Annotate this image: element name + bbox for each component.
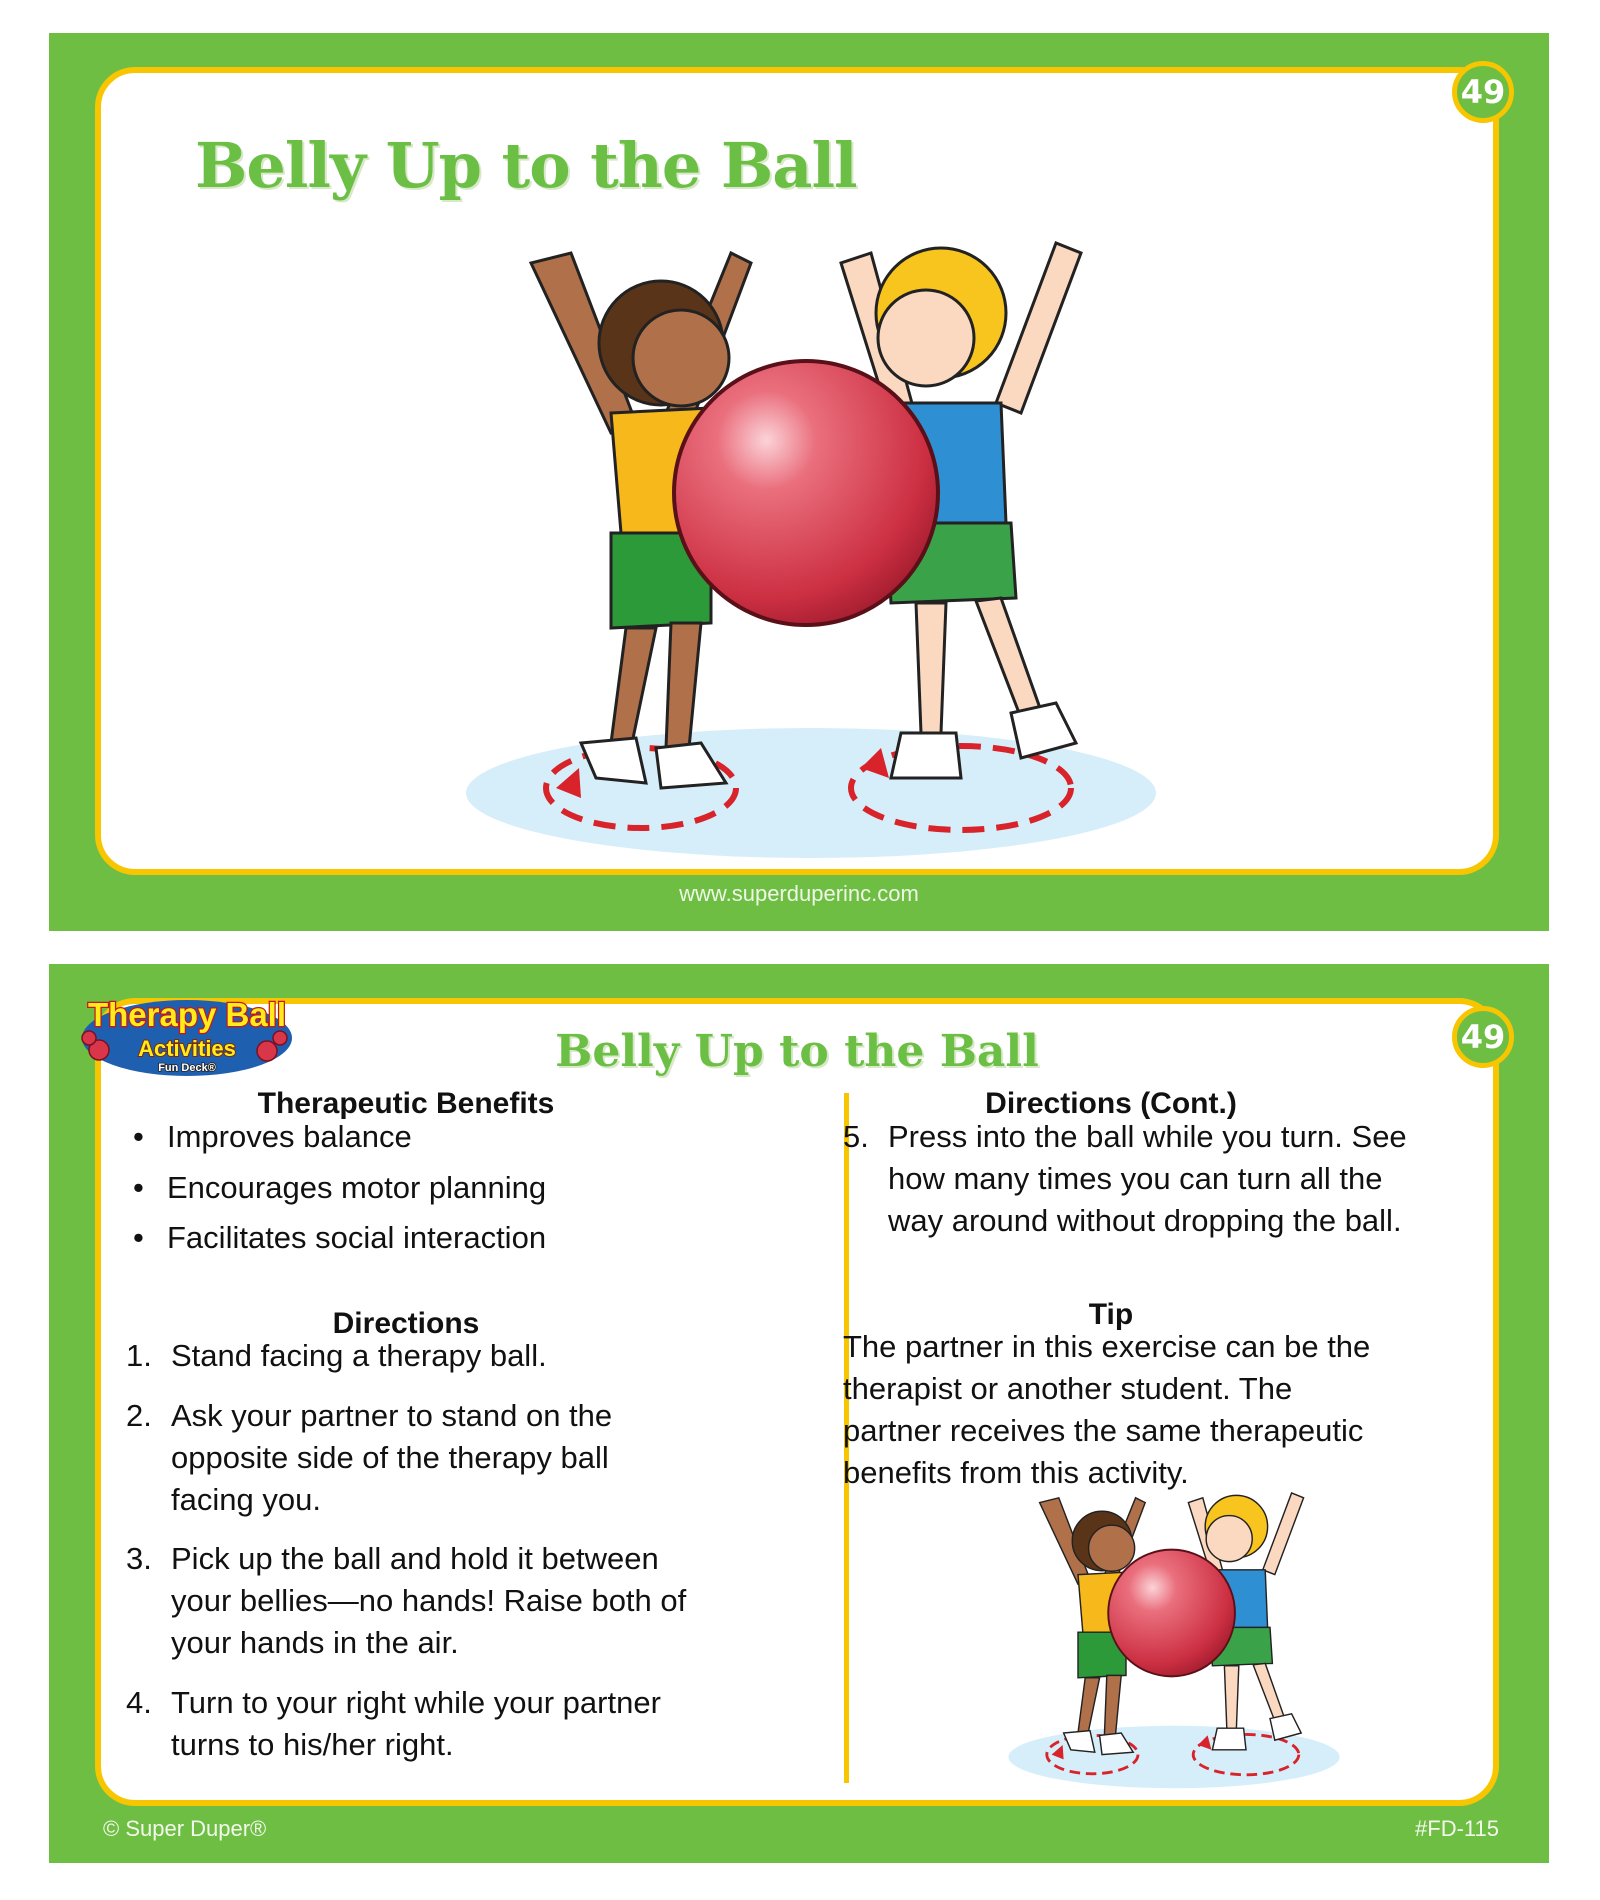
illustration-kids-with-ball-small xyxy=(1006,1482,1342,1792)
logo-line2: Activities xyxy=(138,1036,236,1061)
tip-text: The partner in this exercise can be the therapist or another student. The partner receives the same therapeutic benefits from this activity. xyxy=(843,1329,1371,1490)
logo-line3: Fun Deck® xyxy=(158,1062,216,1074)
directions-heading: Directions xyxy=(332,1307,480,1340)
directions-cont-heading: Directions (Cont.) xyxy=(985,1087,1237,1120)
tip-heading: Tip xyxy=(1088,1298,1134,1331)
card-number-badge: 49 xyxy=(1452,61,1514,123)
benefits-heading: Therapeutic Benefits xyxy=(257,1087,555,1120)
copyright: © Super Duper® xyxy=(103,1816,267,1841)
product-code: #FD-115 xyxy=(1415,1816,1499,1841)
card-title: Belly Up to the Ball xyxy=(555,1026,1039,1077)
logo-line1: Therapy Ball xyxy=(87,996,287,1033)
therapy-ball-logo xyxy=(77,986,297,1086)
card-title: Belly Up to the Ball xyxy=(195,129,857,202)
bullet-icon: • xyxy=(133,1119,144,1154)
card-number-badge: 49 xyxy=(1452,1006,1514,1068)
illustration-kids-with-ball xyxy=(461,223,1161,863)
card-back xyxy=(49,964,1549,1863)
bullet-icon: • xyxy=(133,1170,144,1205)
card-back-panel: Belly Up to the Ball Therapeutic Benefits • Improves balance • Encourages motor planning • Facilitates social interaction Directions 1. Stand facing a therapy ball. 2. Ask your partner to stand on the opposite side of the therapy ball facing you. 3. Pick up the ball and hold it between your bellies—no hands! Raise both of your hands in the air. 4. Turn to your right while your partner turns to his/her right. Directions (Cont.) 5. Press into the ball while you turn. See how many times you can turn all the way around without dropping the ball. Tip The partner in this exercise can be the therapist or another student. The partner receives the same therapeutic benefits from this activity. xyxy=(95,998,1499,1806)
card-front-panel xyxy=(95,67,1499,875)
card-front xyxy=(49,33,1549,931)
website-url: www.superduperinc.com xyxy=(679,881,919,906)
bullet-icon: • xyxy=(133,1220,144,1255)
